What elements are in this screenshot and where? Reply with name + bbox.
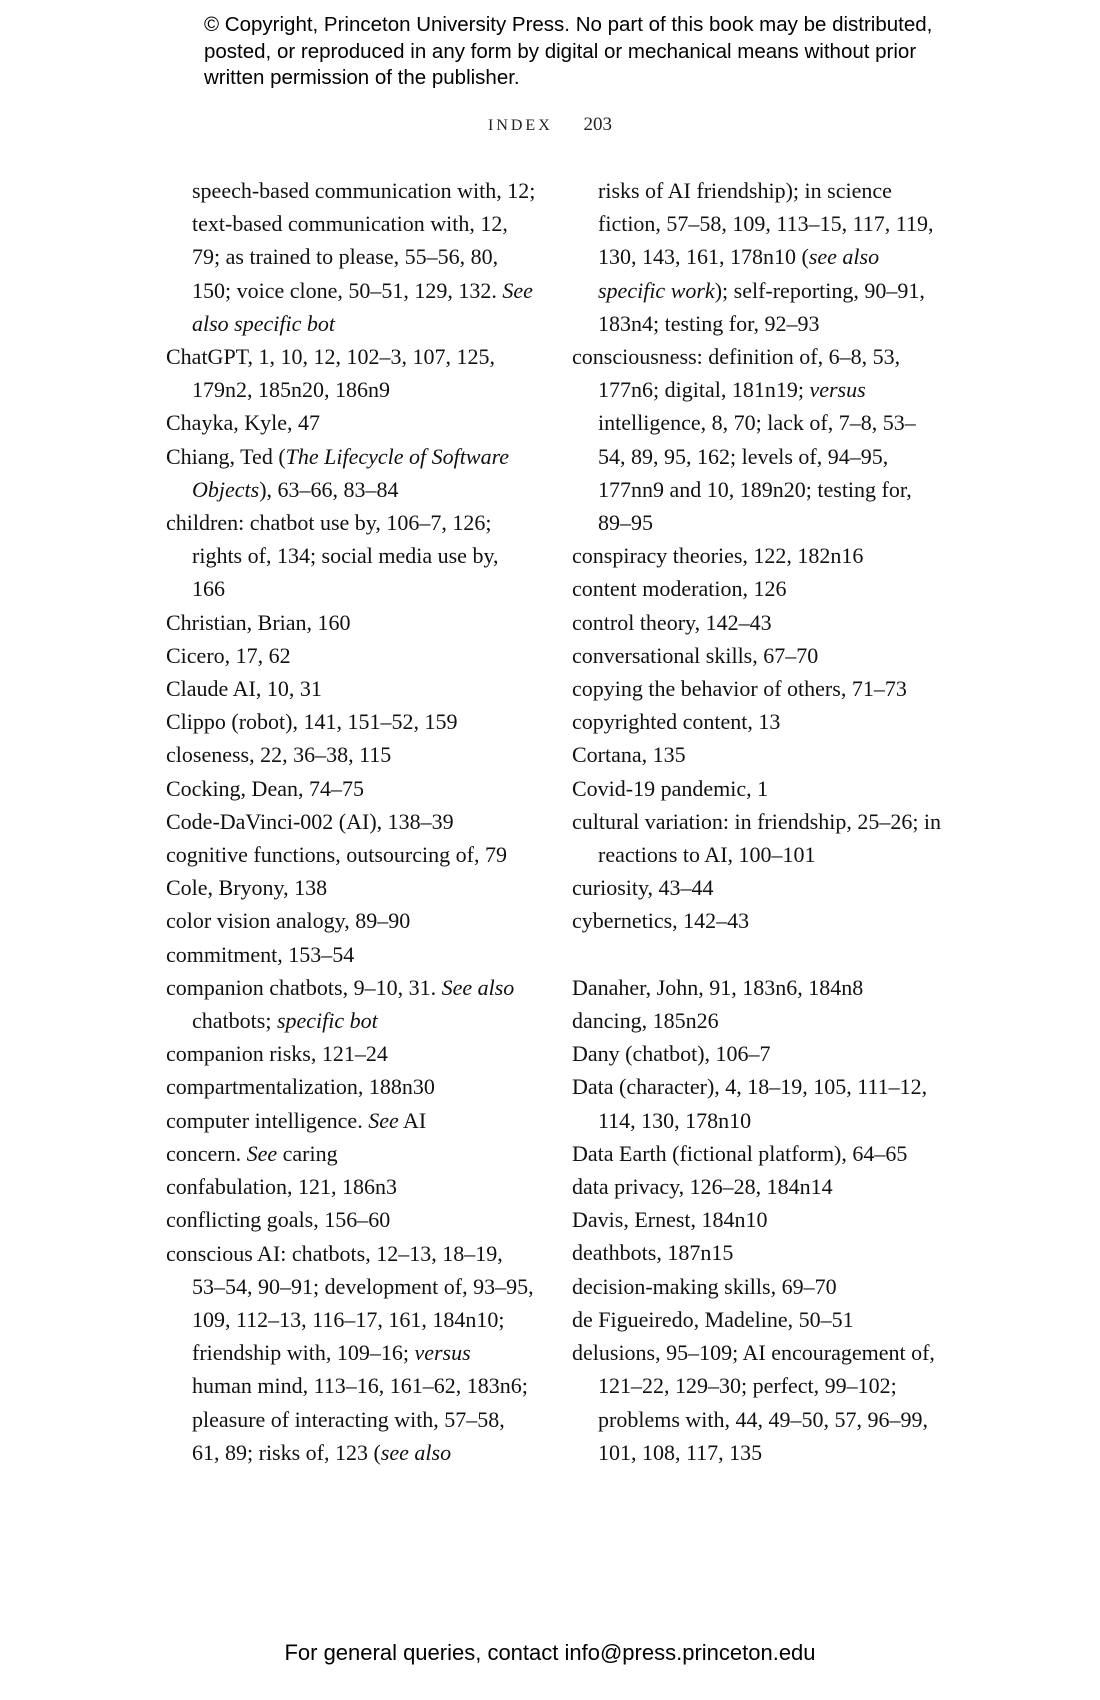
index-entry [166, 440, 536, 506]
index-entry-text: data privacy, 126–28, 184n14 [572, 1174, 833, 1200]
running-head [0, 114, 1100, 136]
index-entry [166, 672, 536, 705]
index-entry-text: delusions, 95–109; AI encouragement of, 121–22, 129–30; perfect, 99–102; problems with, 44, 49–50, 57, 96–99, 101, 108, 117, 135 [572, 1340, 935, 1465]
index-entry [572, 1070, 942, 1136]
index-entry-text: chatbots; [192, 1008, 277, 1034]
index-entry-italic-text: see also [380, 1439, 452, 1465]
index-entry-text: Chiang, Ted ( [166, 443, 286, 469]
index-entry [166, 1137, 536, 1170]
running-head-label: INDEX [487, 117, 553, 134]
index-entry-text: Data Earth (fictional platform), 64–65 [572, 1140, 908, 1166]
index-entry-text: color vision analogy, 89–90 [166, 908, 411, 934]
index-entry [166, 904, 536, 937]
index-entry [572, 971, 942, 1004]
index-entry [166, 1070, 536, 1103]
copyright-notice: © Copyright, Princeton University Press. No part of this book may be distributed, posted, or reproduced in any form by digital or mechanical means without prior written permission of the publisher. [204, 13, 933, 89]
index-entry [572, 1203, 942, 1236]
index-entry [166, 1170, 536, 1203]
index-entry [572, 340, 942, 539]
index-entry-text: cognitive functions, outsourcing of, 79 [166, 842, 507, 868]
index-entry-text: computer intelligence. [166, 1107, 369, 1133]
index-entry [166, 838, 536, 871]
index-entry-text: cybernetics, 142–43 [572, 908, 750, 934]
page-number: 203 [583, 114, 612, 135]
index-entry [572, 1270, 942, 1303]
index-entry-text: children: chatbot use by, 106–7, 126; rights of, 134; social media use by, 166 [166, 510, 499, 602]
index-entry [572, 805, 942, 871]
index-entry-text: conversational skills, 67–70 [572, 642, 819, 668]
index-entry-text: content moderation, 126 [572, 576, 787, 602]
index-entry [572, 572, 942, 605]
index-entry-text: Covid-19 pandemic, 1 [572, 775, 769, 801]
index-entry-text: Code-DaVinci-002 (AI), 138–39 [166, 808, 454, 834]
index-entry [572, 1037, 942, 1070]
index-entry [572, 1004, 942, 1037]
index-entry-text: closeness, 22, 36–38, 115 [166, 742, 392, 768]
index-entry [166, 406, 536, 439]
index-entry-text: control theory, 142–43 [572, 609, 772, 635]
index-entry-text: intelligence, 8, 70; lack of, 7–8, 53–54, 89, 95, 162; levels of, 94–95, 177nn9 and 10, 189n20; testing for, 89–95 [598, 410, 916, 536]
index-entry-text: risks of AI friendship); in science fiction, 57–58, 109, 113–15, 117, 119, 130, 143, 161, 178n10 ( [598, 178, 934, 270]
index-entry-italic-text: See also [441, 974, 515, 1000]
index-entry [166, 1237, 536, 1469]
index-entry-text: human mind, 113–16, 161–62, 183n6; pleasure of interacting with, 57–58, 61, 89; risks of, 123 ( [192, 1373, 528, 1465]
index-entry [166, 971, 536, 1037]
index-entry-text: decision-making skills, 69–70 [572, 1273, 837, 1299]
section-gap [572, 938, 942, 971]
index-entry [166, 938, 536, 971]
index-entry-text: Clippo (robot), 141, 151–52, 159 [166, 709, 458, 735]
index-entry-text: ChatGPT, 1, 10, 12, 102–3, 107, 125, 179n2, 185n20, 186n9 [166, 344, 495, 403]
index-entry-text: companion risks, 121–24 [166, 1041, 388, 1067]
index-entry [572, 738, 942, 771]
index-entry-text: conscious AI: chatbots, 12–13, 18–19, 53–54, 90–91; development of, 93–95, 109, 112–13, 116–17, 161, 184n10; friendship with, 109–16; [166, 1240, 534, 1366]
index-entry [572, 1170, 942, 1203]
index-entry-text: caring [277, 1140, 338, 1166]
index-entry [166, 772, 536, 805]
index-entry [166, 871, 536, 904]
index-entry-text: cultural variation: in friendship, 25–26; in reactions to AI, 100–101 [572, 808, 942, 868]
index-entry-text: Davis, Ernest, 184n10 [572, 1207, 768, 1233]
index-entry-text: Cortana, 135 [572, 742, 686, 768]
index-entry [166, 606, 536, 639]
index-entry-text: companion chatbots, 9–10, 31. [166, 974, 442, 1000]
index-entry-text: compartmentalization, 188n30 [166, 1074, 435, 1100]
index-entry [572, 1137, 942, 1170]
index-entry [166, 506, 536, 606]
index-column-right [572, 174, 942, 1469]
index-entry [572, 606, 942, 639]
index-entry-italic-text: See [246, 1140, 278, 1166]
index-entry-text: conflicting goals, 156–60 [166, 1207, 391, 1233]
index-entry-text: conspiracy theories, 122, 182n16 [572, 543, 864, 569]
index-entry [572, 1303, 942, 1336]
index-entry [572, 1236, 942, 1269]
footer-contact: For general queries, contact info@press.princeton.edu [284, 1640, 816, 1665]
index-entry-text: Cole, Bryony, 138 [166, 875, 328, 901]
index-entry-text: speech-based communication with, 12; text-based communication with, 12, 79; as trained to please, 55–56, 80, 150; voice clone, 50–51, 129, 132. [192, 178, 536, 303]
index-entry-text: Claude AI, 10, 31 [166, 676, 322, 702]
index-entry [166, 1037, 536, 1070]
index-entry-text: confabulation, 121, 186n3 [166, 1174, 397, 1200]
index-entry [166, 805, 536, 838]
index-entry-text: Dany (chatbot), 106–7 [572, 1041, 771, 1067]
index-entry-text: Danaher, John, 91, 183n6, 184n8 [572, 974, 864, 1000]
index-entry [166, 1203, 536, 1236]
index-entry-italic-text: specific bot [276, 1008, 378, 1034]
index-entry [166, 639, 536, 672]
index-entry-text: concern. [166, 1140, 247, 1166]
index-entry-text: deathbots, 187n15 [572, 1240, 734, 1266]
index-entry-text: copyrighted content, 13 [572, 709, 781, 735]
index-entry-continued [166, 174, 536, 340]
index-entry [572, 672, 942, 705]
index-entry-italic-text: See also specific bot [192, 277, 533, 336]
index-entry [166, 340, 536, 406]
index-entry [572, 772, 942, 805]
index-entry-text: consciousness: definition of, 6–8, 53, 177n6; digital, 181n19; [572, 344, 901, 403]
index-entry-italic-text: versus [809, 377, 866, 403]
index-entry-text: copying the behavior of others, 71–73 [572, 676, 907, 702]
index-entry [166, 738, 536, 771]
index-entry [572, 871, 942, 904]
index-entry-text: Data (character), 4, 18–19, 105, 111–12, 114, 130, 178n10 [572, 1074, 928, 1133]
index-entry [572, 639, 942, 672]
index-entry [572, 705, 942, 738]
index-column-left [166, 174, 536, 1469]
index-entry-text: Cicero, 17, 62 [166, 642, 291, 668]
index-entry-text: commitment, 153–54 [166, 941, 355, 967]
index-entry-text: de Figueiredo, Madeline, 50–51 [572, 1306, 854, 1332]
index-entry-continued [572, 174, 942, 340]
index-entry [166, 705, 536, 738]
index-entry-text: dancing, 185n26 [572, 1008, 719, 1034]
index-entry [572, 1336, 942, 1469]
index-entry-text: AI [398, 1107, 427, 1133]
index-entry [166, 1104, 536, 1137]
index-entry-text: curiosity, 43–44 [572, 875, 714, 901]
index-entry [572, 904, 942, 937]
index-entry-italic-text: The Lifecycle of Software Objects [192, 443, 510, 502]
index-entry-text: Cocking, Dean, 74–75 [166, 775, 364, 801]
index-entry-italic-text: see also specific work [598, 244, 880, 303]
index-entry [572, 539, 942, 572]
index-entry-text: ); self-reporting, 90–91, 183n4; testing for, 92–93 [598, 277, 925, 336]
index-entry-italic-text: versus [414, 1340, 471, 1366]
index-entry-italic-text: See [368, 1107, 399, 1133]
index-entry-text: ), 63–66, 83–84 [259, 476, 399, 502]
index-entry-text: Christian, Brian, 160 [166, 609, 351, 635]
index-entry-text: Chayka, Kyle, 47 [166, 410, 320, 436]
